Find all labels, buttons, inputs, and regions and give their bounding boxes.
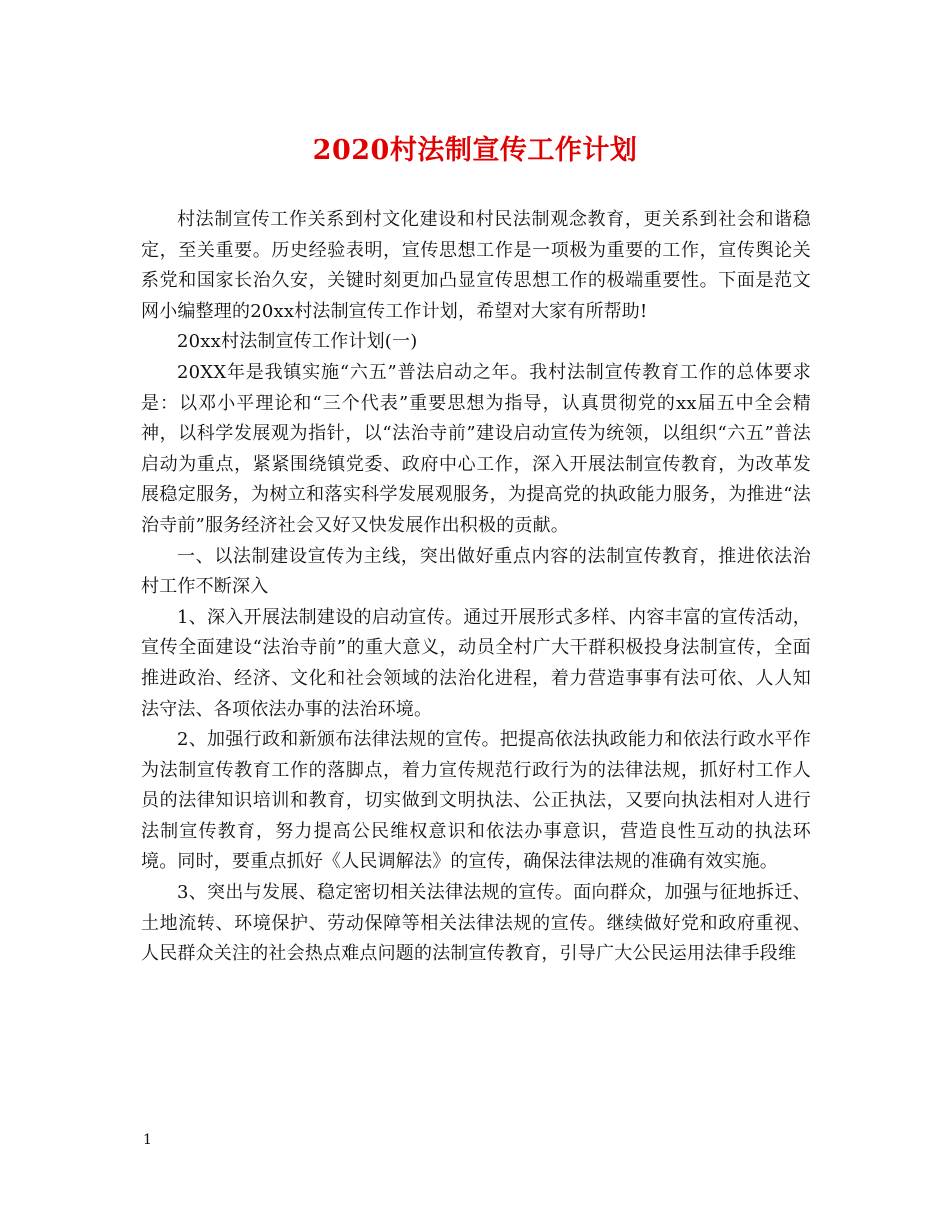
paragraph-item-2: 2、加强行政和新颁布法律法规的宣传。把提高依法执政能力和依法行政水平作为法制宣传教育工作的落脚点，着力宣传规范行政行为的法律法规，抓好村工作人员的法律知识培训和教育，切实做到文明执法、公正执法，又要向执法相对人进行法制宣传教育，努力提高公民维权意识和依法办事意识，营造良性互动的执法环境。同时，要重点抓好《人民调解法》的宣传，确保法律法规的准确有效实施。	[141, 729, 811, 873]
paragraph-item-3: 3、突出与发展、稳定密切相关法律法规的宣传。面向群众，加强与征地拆迁、土地流转、环境保护、劳动保障等相关法律法规的宣传。继续做好党和政府重视、人民群众关注的社会热点难点问题的法制宣传教育，引导广大公民运用法律手段维	[141, 882, 811, 965]
document-body	[141, 205, 811, 970]
document-title: 2020村法制宣传工作计划	[312, 135, 638, 166]
paragraph-intro: 村法制宣传工作关系到村文化建设和村民法制观念教育，更关系到社会和谐稳定，至关重要。历史经验表明，宣传思想工作是一项极为重要的工作，宣传舆论关系党和国家长治久安，关键时刻更加凸显宣传思想工作的极端重要性。下面是范文网小编整理的20xx村法制宣传工作计划，希望对大家有所帮助!	[141, 209, 811, 322]
paragraph-overall-requirements: 20XX年是我镇实施“六五”普法启动之年。我村法制宣传教育工作的总体要求是：以邓小平理论和“三个代表”重要思想为指导，认真贯彻党的xx届五中全会精神，以科学发展观为指针，以“法治寺前”建设启动宣传为统领，以组织“六五”普法启动为重点，紧紧围绕镇党委、政府中心工作，深入开展法制宣传教育，为改革发展稳定服务，为树立和落实科学发展观服务，为提高党的执政能力服务，为推进“法治寺前”服务经济社会又好又快发展作出积极的贡献。	[141, 361, 811, 536]
page-number: 1	[143, 1132, 152, 1148]
paragraph-section-one-heading: 一、以法制建设宣传为主线，突出做好重点内容的法制宣传教育，推进依法治村工作不断深入	[141, 545, 811, 598]
paragraph-plan-heading: 20xx村法制宣传工作计划(一)	[177, 331, 418, 353]
paragraph-item-1: 1、深入开展法制建设的启动宣传。通过开展形式多样、内容丰富的宣传活动，宣传全面建设“法治寺前”的重大意义，动员全村广大干群积极投身法制宣传，全面推进政治、经济、文化和社会领域的法治化进程，着力营造事事有法可依、人人知法守法、各项依法办事的法治环境。	[141, 606, 811, 720]
